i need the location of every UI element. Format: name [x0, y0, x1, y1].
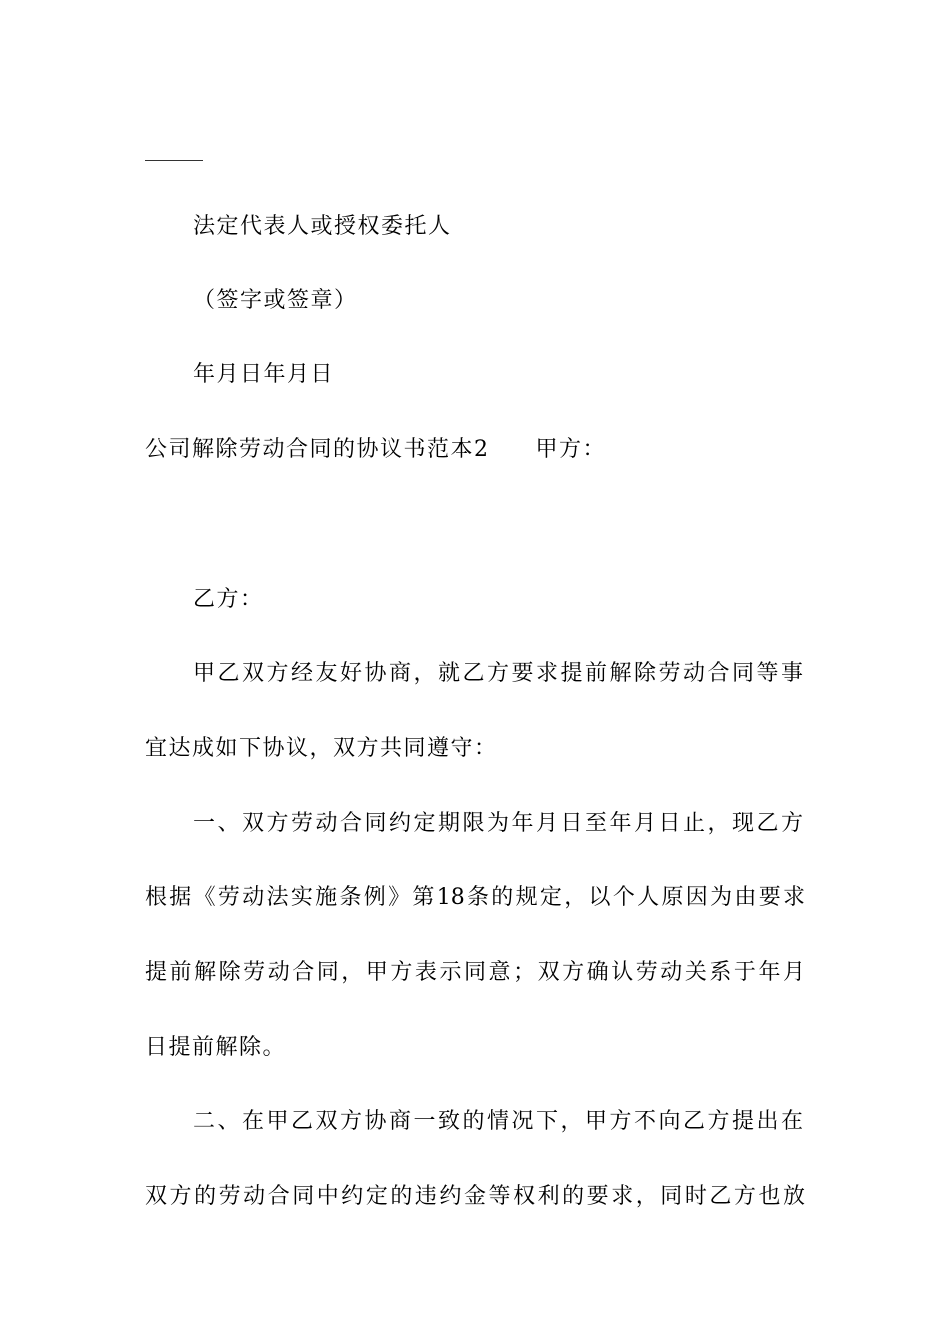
- date-line: 年月日年月日: [193, 362, 335, 387]
- clause-1-line-4: 日提前解除。: [145, 1035, 287, 1060]
- clause-1-line-1: 一、双方劳动合同约定期限为年月日至年月日止，现乙方: [193, 811, 803, 836]
- paragraph-intro-line-1: 甲乙双方经友好协商，就乙方要求提前解除劳动合同等事: [193, 661, 803, 686]
- document-title-row: [145, 436, 606, 464]
- party-a-label: 甲方：: [535, 437, 607, 462]
- paragraph-intro-line-2: 宜达成如下协议，双方共同遵守：: [145, 736, 498, 761]
- clause-1-line-2: 根据《劳动法实施条例》第18条的规定，以个人原因为由要求: [145, 885, 805, 910]
- signature-blank-line: [145, 160, 203, 161]
- document-title: 公司解除劳动合同的协议书范本2: [145, 437, 490, 462]
- clause-1-line-3: 提前解除劳动合同，甲方表示同意；双方确认劳动关系于年月: [145, 960, 805, 985]
- legal-representative-label: 法定代表人或授权委托人: [193, 214, 452, 239]
- party-b-label: 乙方：: [193, 587, 264, 612]
- clause-2-line-1: 二、在甲乙双方协商一致的情况下，甲方不向乙方提出在: [193, 1109, 803, 1134]
- clause-2-line-2: 双方的劳动合同中约定的违约金等权利的要求，同时乙方也放: [145, 1184, 805, 1209]
- signature-note: （签字或签章）: [193, 288, 358, 313]
